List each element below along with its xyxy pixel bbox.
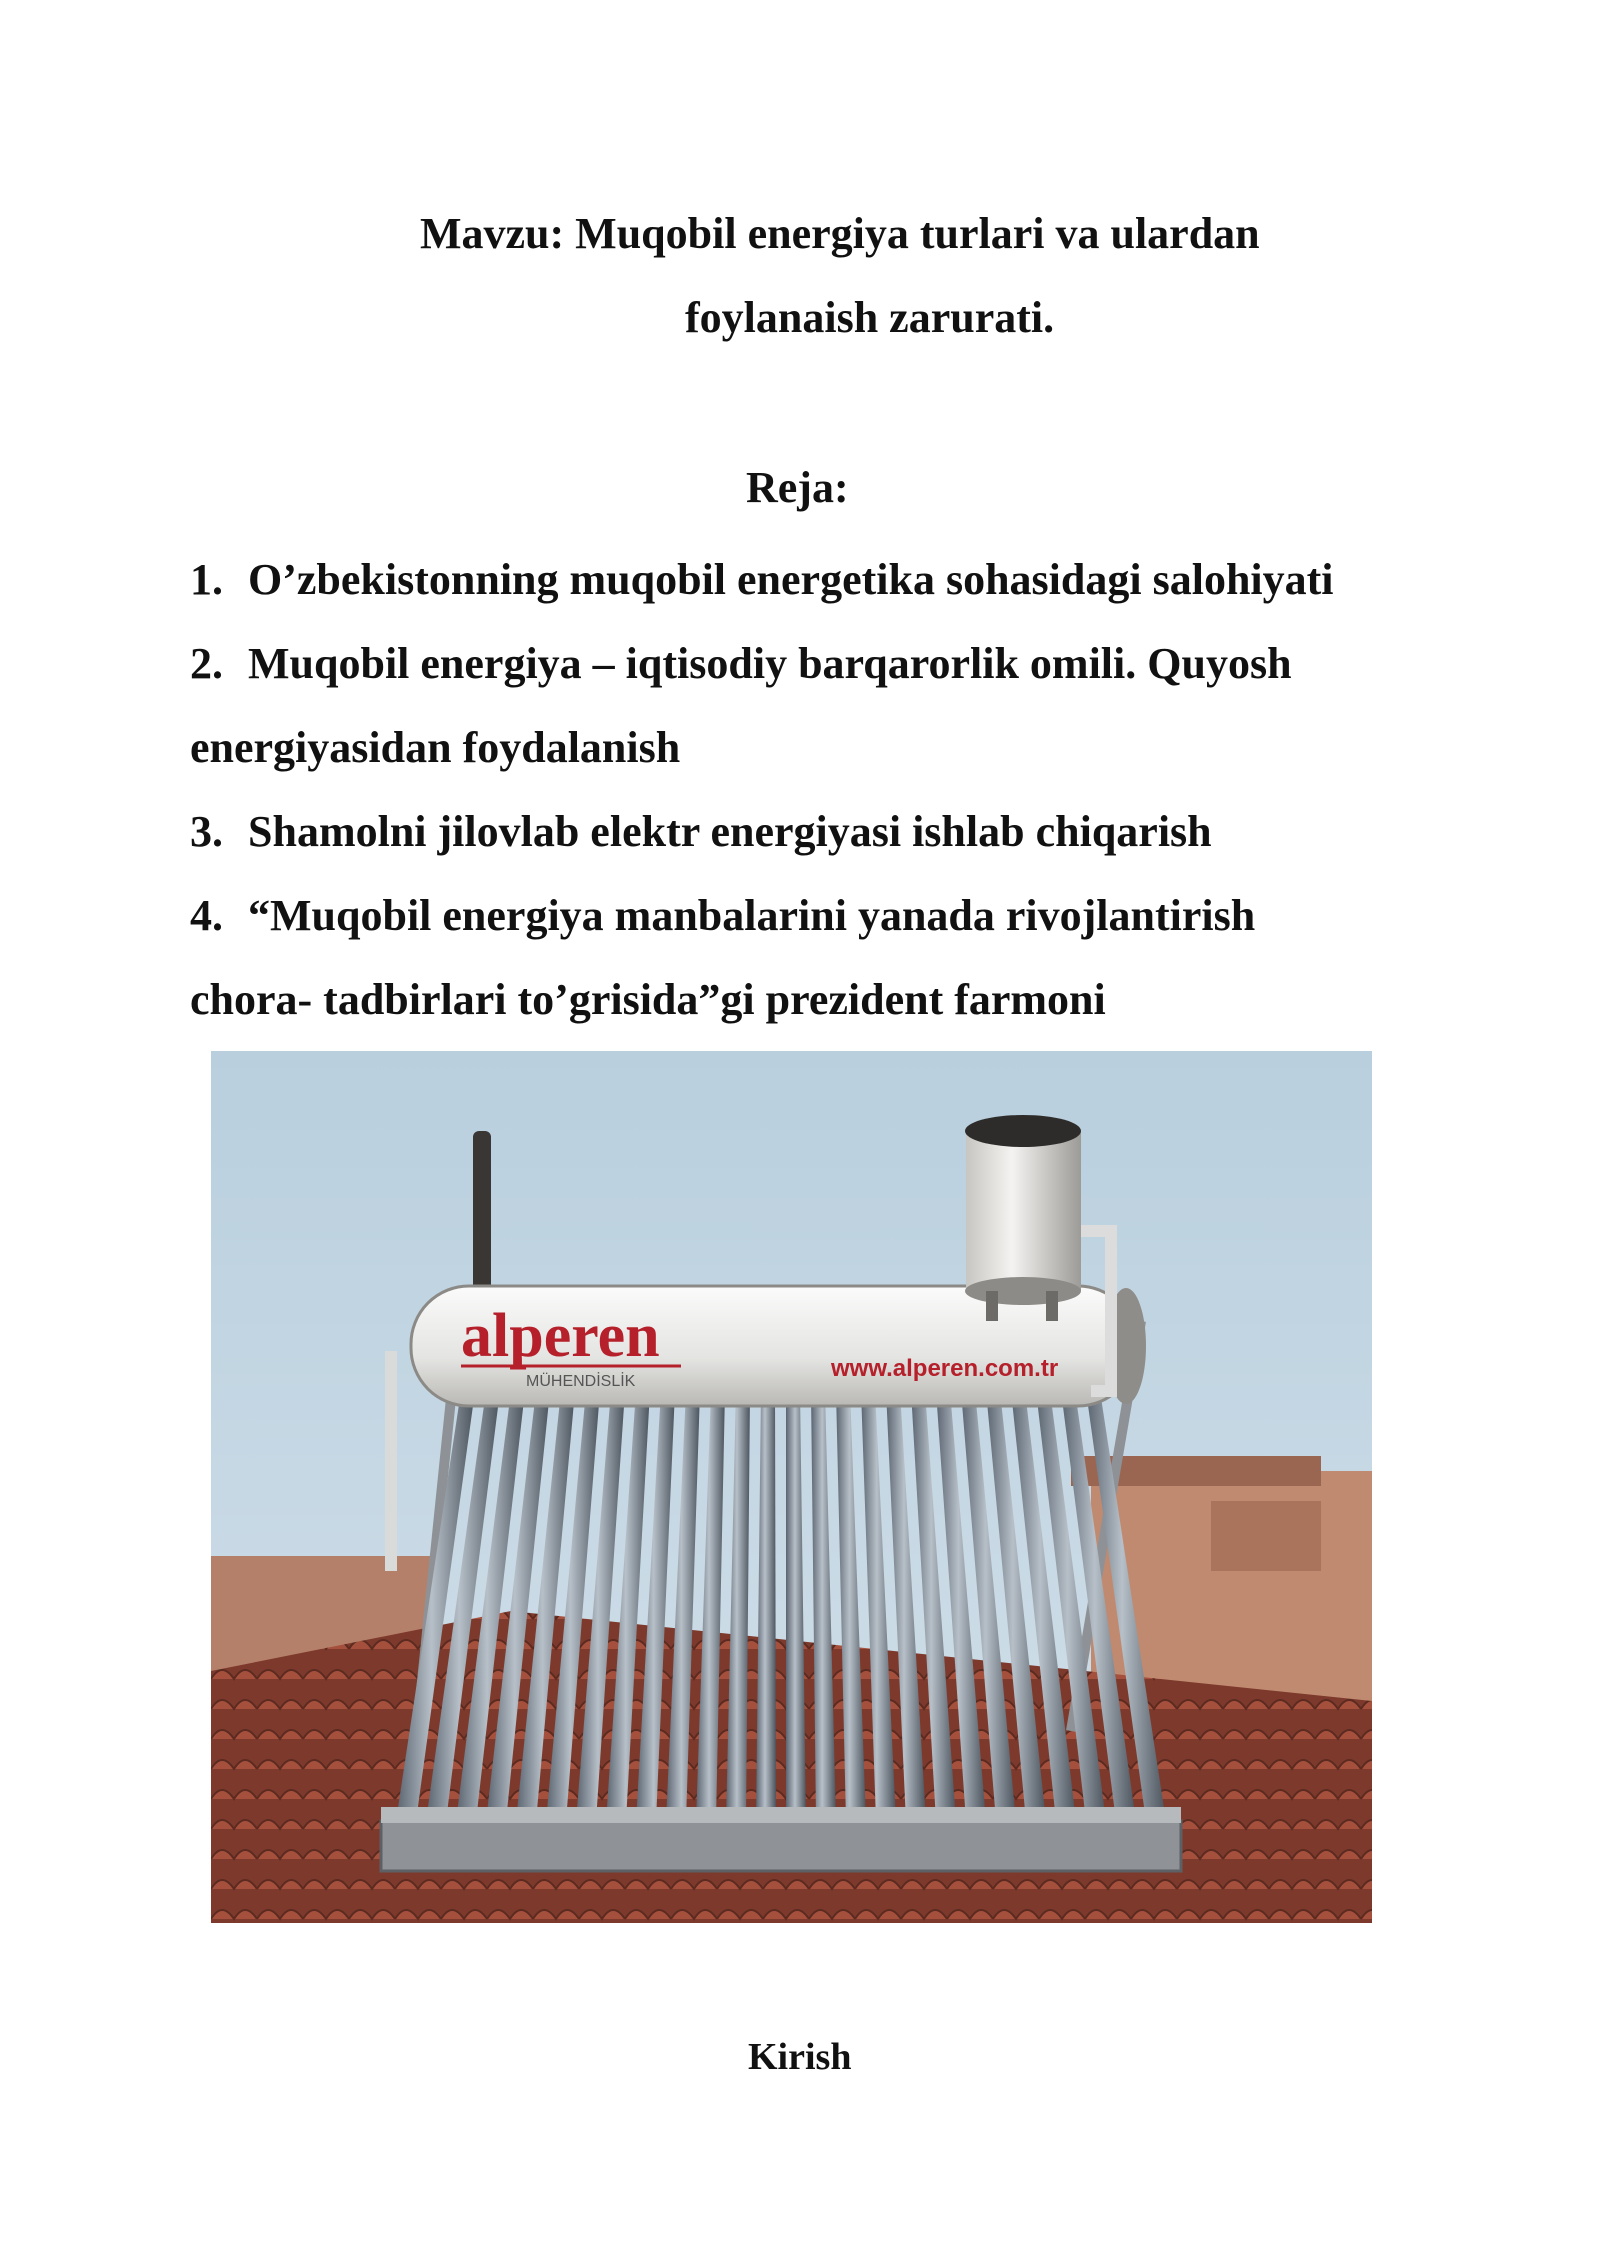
plan-item-text: chora- tadbirlari to’grisida”gi prezident farmoni: [190, 975, 1106, 1024]
plan-item: [190, 538, 1490, 622]
plan-item: [190, 874, 1490, 958]
brand-subtitle: MÜHENDİSLİK: [526, 1373, 636, 1390]
plan-item-continuation: [190, 706, 1490, 790]
plan-item-number: 1.: [190, 555, 223, 604]
plan-item: [190, 622, 1490, 706]
plan-heading: Reja:: [746, 463, 849, 512]
solar-water-heater-photo: [211, 1051, 1372, 1923]
plan-item-text: O’zbekistonning muqobil energetika sohasidagi salohiyati: [248, 555, 1334, 604]
topic-title-line-2: foylanaish zarurati.: [685, 293, 1055, 342]
plan-item-text: Muqobil energiya – iqtisodiy barqarorlik omili. Quyosh: [248, 639, 1292, 688]
brand-website: www.alperen.com.tr: [831, 1355, 1059, 1382]
solar-heater-illustration: [211, 1051, 1372, 1923]
section-heading-introduction: Kirish: [748, 2036, 852, 2078]
plan-item-continuation: [190, 958, 1490, 1042]
brand-logo: alperen: [461, 1302, 660, 1370]
plan-item-text: energiyasidan foydalanish: [190, 723, 681, 772]
plan-item-text: Shamolni jilovlab elektr energiyasi ishlab chiqarish: [248, 807, 1212, 856]
plan-item-text: “Muqobil energiya manbalarini yanada rivojlantirish: [248, 891, 1256, 940]
frame-bottom-rail: [381, 1821, 1181, 1871]
topic-title-line-1: Mavzu: Muqobil energiya turlari va ulardan: [420, 209, 1260, 258]
plan-item-number: 4.: [190, 891, 223, 940]
plan-list: [190, 538, 1490, 1042]
plan-item-number: 2.: [190, 639, 223, 688]
reservoir-cylinder: [966, 1131, 1081, 1291]
plan-item-number: 3.: [190, 807, 223, 856]
plan-item: [190, 790, 1490, 874]
